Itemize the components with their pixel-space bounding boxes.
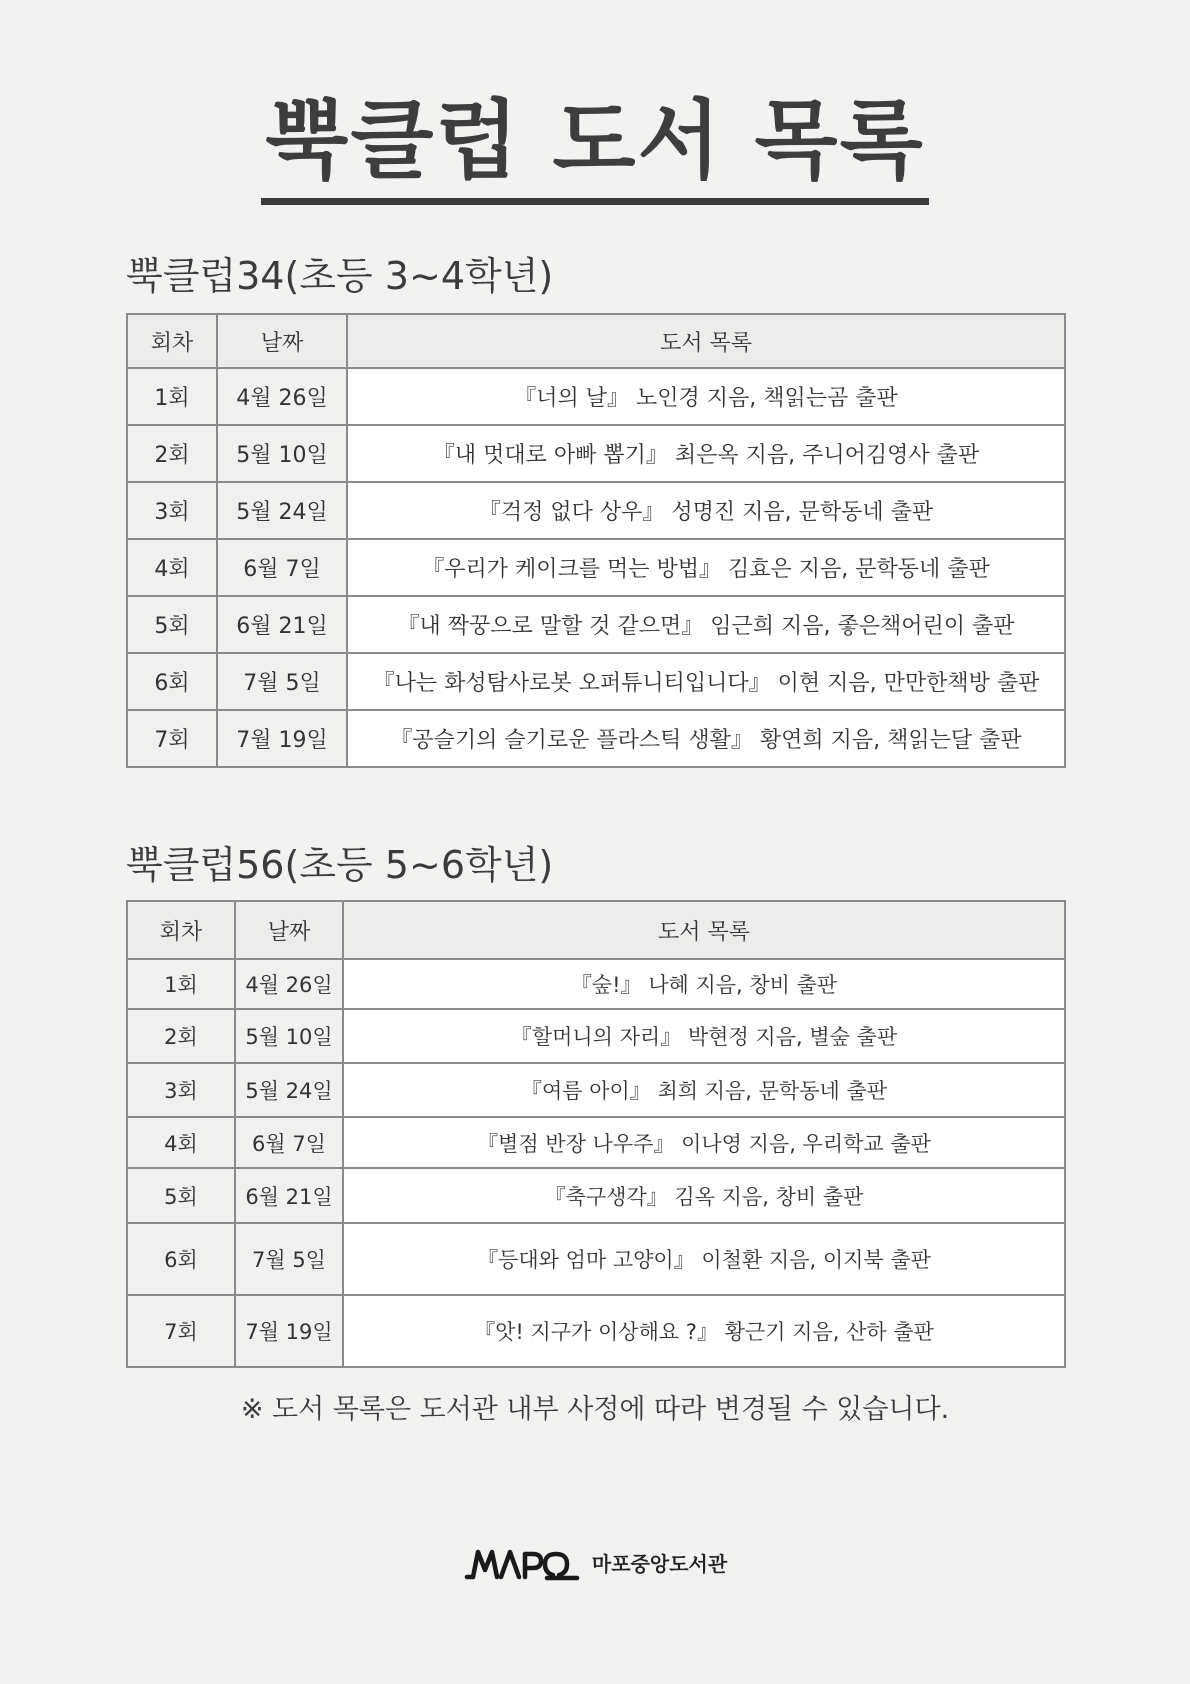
date-cell: 7월 19일: [217, 710, 347, 767]
date-cell: 5월 10일: [217, 425, 347, 482]
book-cell: 『앗! 지구가 이상해요 ?』 황근기 지음, 산하 출판: [343, 1295, 1065, 1367]
footer: [0, 1540, 1190, 1587]
mapo-logo: [463, 1544, 581, 1584]
table-row: [127, 1063, 1065, 1117]
table-header-row: [127, 901, 1065, 959]
book-cell: 『등대와 엄마 고양이』 이철환 지음, 이지북 출판: [343, 1223, 1065, 1295]
table-header-row: [127, 314, 1065, 368]
table-row: [127, 482, 1065, 539]
book-cell: 『여름 아이』 최희 지음, 문학동네 출판: [343, 1063, 1065, 1117]
book-cell: 『내 짝꿍으로 말할 것 같으면』 임근희 지음, 좋은책어린이 출판: [347, 596, 1065, 653]
date-cell: 7월 5일: [217, 653, 347, 710]
date-cell: 6월 21일: [235, 1168, 343, 1223]
book-cell: 『너의 날』 노인경 지음, 책읽는곰 출판: [347, 368, 1065, 425]
header-round: 회차: [127, 901, 235, 959]
book-cell: 『축구생각』 김옥 지음, 창비 출판: [343, 1168, 1065, 1223]
date-cell: 7월 19일: [235, 1295, 343, 1367]
book-cell: 『나는 화성탐사로봇 오퍼튜니티입니다』 이현 지음, 만만한책방 출판: [347, 653, 1065, 710]
book-cell: 『공슬기의 슬기로운 플라스틱 생활』 황연희 지음, 책읽는달 출판: [347, 710, 1065, 767]
book-cell: 『내 멋대로 아빠 뽑기』 최은옥 지음, 주니어김영사 출판: [347, 425, 1065, 482]
book-cell: 『할머니의 자리』 박현정 지음, 별숲 출판: [343, 1009, 1065, 1063]
header-date: 날짜: [235, 901, 343, 959]
table-row: [127, 959, 1065, 1009]
table-row: [127, 653, 1065, 710]
header-book-list: 도서 목록: [347, 314, 1065, 368]
book-cell: 『별점 반장 나우주』 이나영 지음, 우리학교 출판: [343, 1117, 1065, 1168]
round-cell: 1회: [127, 368, 217, 425]
round-cell: 4회: [127, 1117, 235, 1168]
date-cell: 6월 7일: [217, 539, 347, 596]
round-cell: 2회: [127, 1009, 235, 1063]
table-row: [127, 539, 1065, 596]
round-cell: 3회: [127, 482, 217, 539]
header-book-list: 도서 목록: [343, 901, 1065, 959]
round-cell: 3회: [127, 1063, 235, 1117]
table-row: [127, 1168, 1065, 1223]
change-notice: ※ 도서 목록은 도서관 내부 사정에 따라 변경될 수 있습니다.: [240, 1394, 950, 1425]
header-date: 날짜: [217, 314, 347, 368]
page-title-text: 뿍클럽 도서 목록: [261, 86, 928, 205]
date-cell: 6월 21일: [217, 596, 347, 653]
book-table-bookclub56: [126, 900, 1066, 1368]
table-row: [127, 1295, 1065, 1367]
table-row: [127, 1009, 1065, 1063]
table-row: [127, 710, 1065, 767]
book-cell: 『걱정 없다 상우』 성명진 지음, 문학동네 출판: [347, 482, 1065, 539]
round-cell: 2회: [127, 425, 217, 482]
date-cell: 5월 24일: [217, 482, 347, 539]
date-cell: 7월 5일: [235, 1223, 343, 1295]
date-cell: 6월 7일: [235, 1117, 343, 1168]
book-cell: 『숲!』 나혜 지음, 창비 출판: [343, 959, 1065, 1009]
round-cell: 4회: [127, 539, 217, 596]
round-cell: 1회: [127, 959, 235, 1009]
table-row: [127, 425, 1065, 482]
book-table-bookclub34: [126, 313, 1066, 768]
round-cell: 7회: [127, 1295, 235, 1367]
round-cell: 6회: [127, 653, 217, 710]
date-cell: 5월 10일: [235, 1009, 343, 1063]
library-name: 마포중앙도서관: [591, 1551, 728, 1576]
round-cell: 6회: [127, 1223, 235, 1295]
round-cell: 5회: [127, 1168, 235, 1223]
date-cell: 5월 24일: [235, 1063, 343, 1117]
table-row: [127, 596, 1065, 653]
book-cell: 『우리가 케이크를 먹는 방법』 김효은 지음, 문학동네 출판: [347, 539, 1065, 596]
table-row: [127, 1223, 1065, 1295]
round-cell: 5회: [127, 596, 217, 653]
section-title-bookclub34: 뿍클럽34(초등 3~4학년): [126, 254, 554, 298]
table-row: [127, 368, 1065, 425]
round-cell: 7회: [127, 710, 217, 767]
table-row: [127, 1117, 1065, 1168]
page-title: [0, 86, 1190, 205]
section-title-bookclub56: 뿍클럽56(초등 5~6학년): [126, 843, 554, 887]
header-round: 회차: [127, 314, 217, 368]
date-cell: 4월 26일: [235, 959, 343, 1009]
date-cell: 4월 26일: [217, 368, 347, 425]
